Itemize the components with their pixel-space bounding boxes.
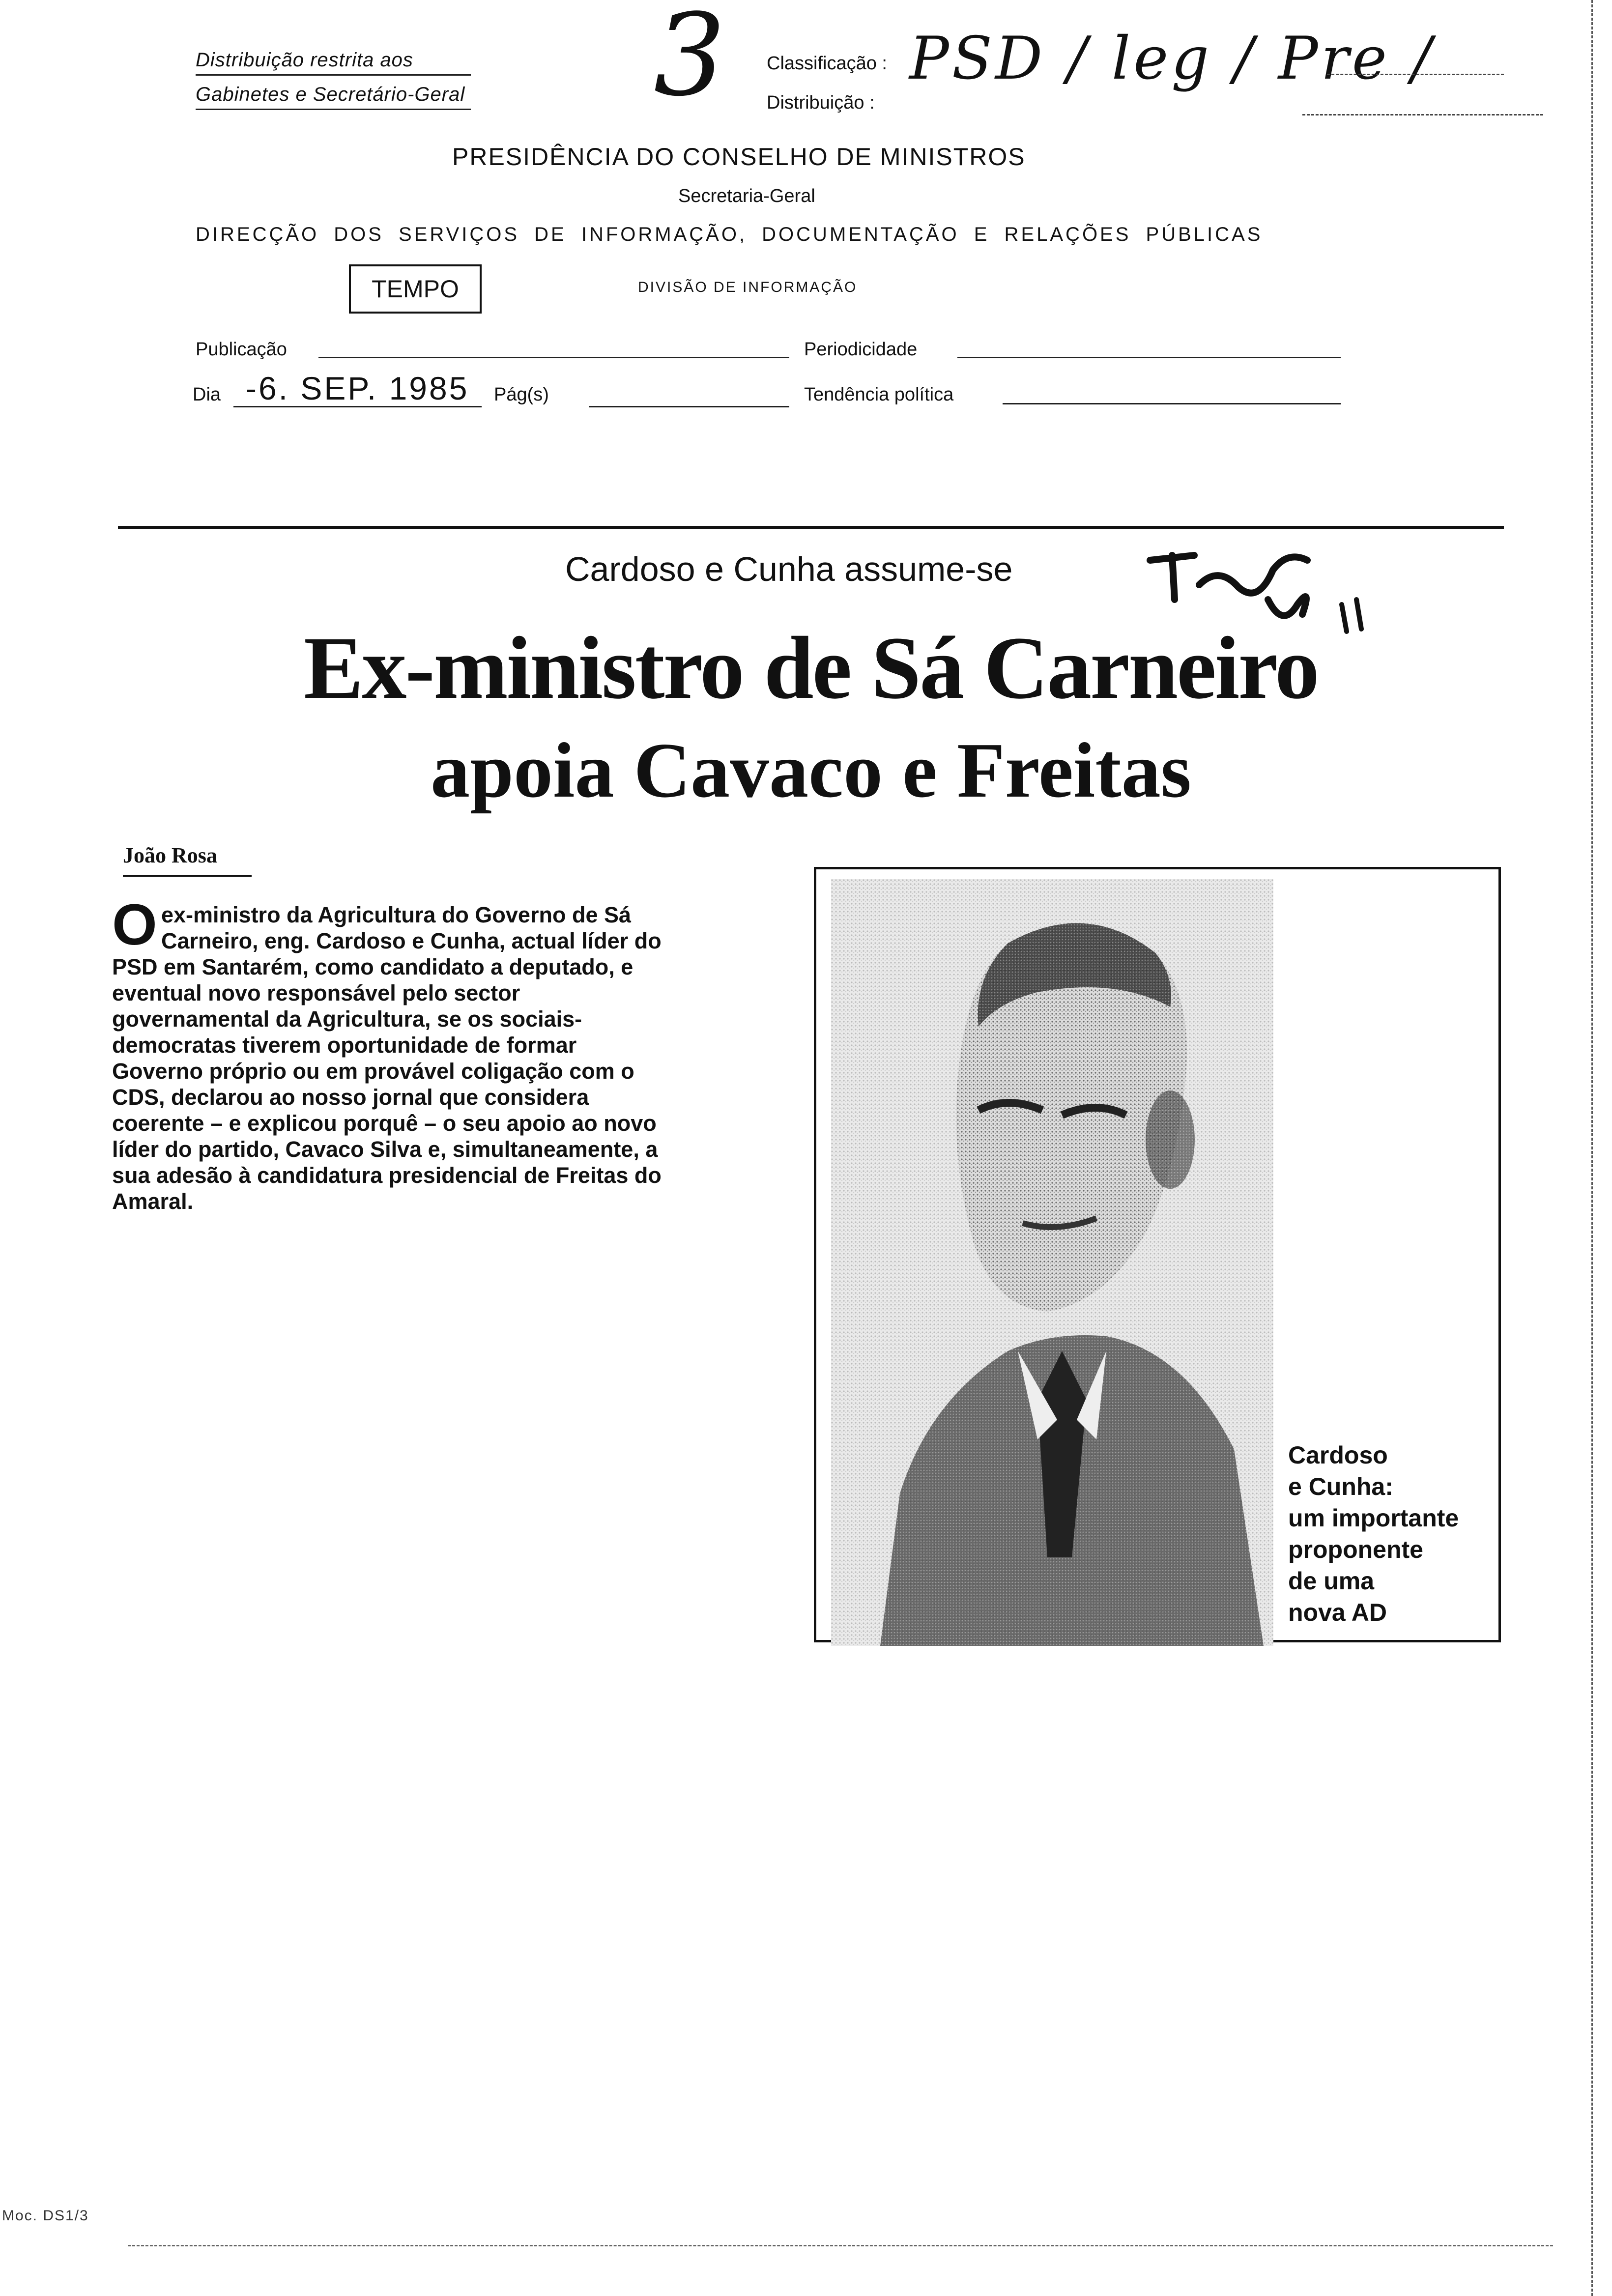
pages-line	[589, 406, 789, 407]
headline-line-1: Ex-ministro de Sá Carneiro	[304, 619, 1318, 718]
pages-label: Pág(s)	[494, 384, 549, 405]
day-line	[233, 406, 482, 407]
body-line: líder do partido, Cavaco Silva e, simultaneamente, a	[112, 1137, 658, 1162]
tempo-stamp-text: TEMPO	[372, 275, 459, 303]
restriction-line-2: Gabinetes e Secretário-Geral	[196, 76, 471, 110]
article-author: João Rosa	[123, 843, 217, 867]
body-line: Carneiro, eng. Cardoso e Cunha, actual líder do	[161, 928, 662, 953]
caption-line: nova AD	[1288, 1599, 1387, 1626]
author-rule	[123, 875, 252, 877]
body-line: Governo próprio ou em provável coligação com o	[112, 1059, 634, 1084]
institution-title: PRESIDÊNCIA DO CONSELHO DE MINISTROS	[452, 143, 1026, 171]
classification-value: PSD / leg / Pre /	[909, 25, 1435, 93]
caption-line: Cardoso	[1288, 1441, 1388, 1469]
publication-line	[318, 357, 789, 358]
photo-frame	[814, 867, 1501, 1642]
caption-line: de uma	[1288, 1567, 1375, 1595]
body-line: sua adesão à candidatura presidencial de Freitas do	[112, 1163, 662, 1188]
right-edge-scan-line	[1591, 0, 1593, 2296]
classification-line	[1327, 74, 1504, 75]
day-value: -6. SEP. 1985	[246, 370, 469, 406]
restriction-line-1: Distribuição restrita aos	[196, 49, 471, 76]
periodicity-label: Periodicidade	[804, 339, 918, 360]
caption-line: um importante	[1288, 1504, 1459, 1532]
publication-label: Publicação	[196, 339, 287, 360]
photo-caption	[1288, 1439, 1495, 1628]
body-line: coerente – e explicou porquê – o seu apoio ao novo	[112, 1111, 657, 1136]
body-line: PSD em Santarém, como candidato a deputado, e	[112, 954, 633, 979]
article-kicker: Cardoso e Cunha assume-se	[565, 550, 1013, 588]
portrait-photo	[831, 879, 1273, 1646]
body-line: eventual novo responsável pelo sector	[112, 980, 520, 1005]
directorate: DIRECÇÃO DOS SERVIÇOS DE INFORMAÇÃO, DOCUMENTAÇÃO E RELAÇÕES PÚBLICAS	[196, 224, 1263, 245]
day-label: Dia	[193, 384, 221, 405]
secretariat: Secretaria-Geral	[678, 186, 815, 206]
drop-cap: O	[112, 892, 157, 957]
form-code: Moc. DS1/3	[2, 2208, 89, 2224]
restriction-note	[196, 49, 471, 110]
headline-line-2: apoia Cavaco e Freitas	[431, 726, 1191, 814]
distribution-label: Distribuição :	[767, 92, 875, 113]
article-body	[112, 892, 800, 1214]
page-number-handwritten: 3	[654, 0, 726, 121]
classification-label: Classificação :	[767, 53, 887, 74]
bottom-dashed-rule	[128, 2245, 1553, 2246]
distribution-line	[1302, 114, 1543, 115]
body-line: Amaral.	[112, 1189, 194, 1214]
article-top-rule	[118, 526, 1504, 529]
body-line: democratas tiverem oportunidade de formar	[112, 1033, 577, 1058]
caption-line: proponente	[1288, 1536, 1423, 1563]
periodicity-line	[957, 357, 1341, 358]
body-line: governamental da Agricultura, se os sociais-	[112, 1006, 582, 1032]
division: DIVISÃO DE INFORMAÇÃO	[638, 279, 858, 295]
body-line: CDS, declarou ao nosso jornal que considera	[112, 1085, 589, 1110]
tendency-label: Tendência política	[804, 384, 954, 405]
tempo-stamp	[349, 264, 482, 314]
caption-line: e Cunha:	[1288, 1473, 1393, 1500]
tendency-line	[1003, 403, 1341, 404]
body-line: ex-ministro da Agricultura do Governo de Sá	[161, 902, 632, 927]
